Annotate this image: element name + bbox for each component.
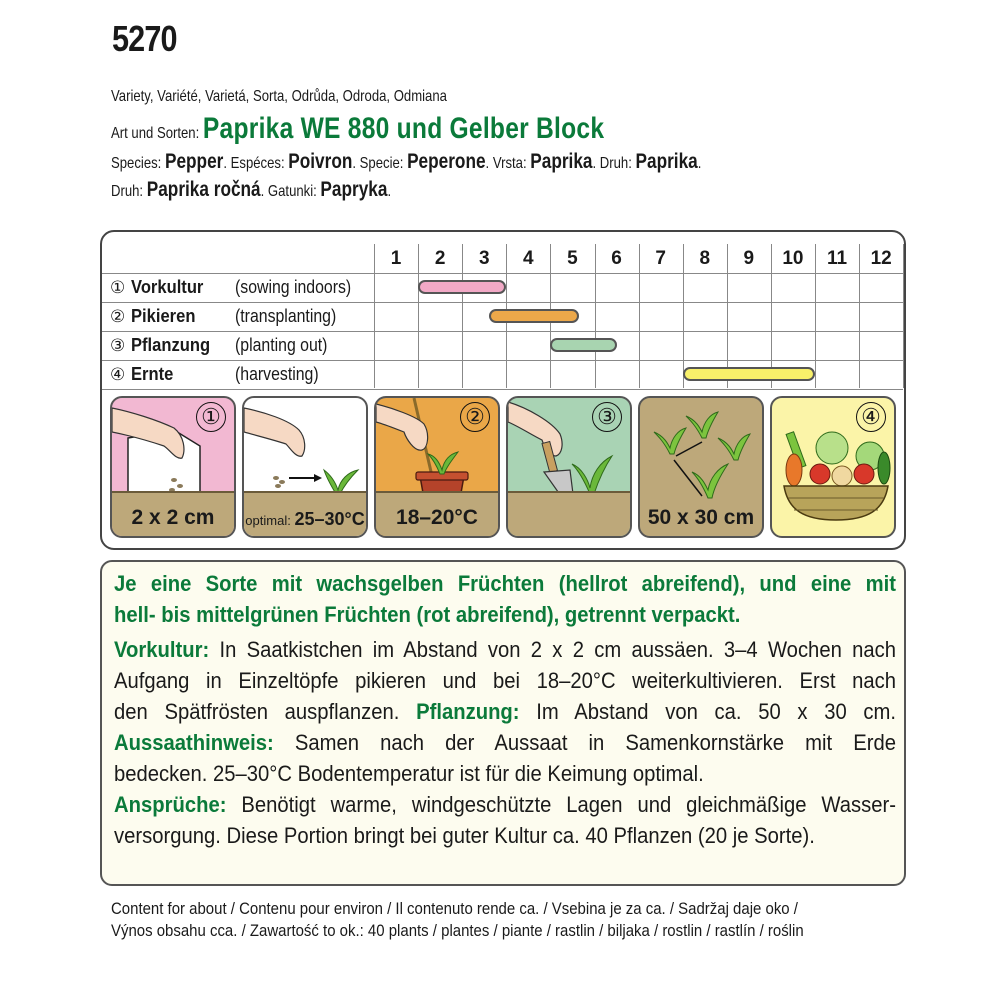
species-value: Paprika — [530, 150, 593, 173]
species-label: Species: — [111, 155, 165, 172]
vorkultur-heading: Vorkultur: — [114, 637, 210, 662]
activity-de: Pikieren — [131, 306, 196, 326]
step-number-badge: ④ — [856, 402, 886, 432]
species-label: . — [387, 183, 392, 200]
month-header: 8 — [699, 248, 711, 269]
sowing-calendar-panel — [100, 230, 906, 550]
grid-line — [102, 389, 903, 390]
variety-line: Variety, Variété, Varietá, Sorta, Odrůda, Odroda, Odmiana — [111, 88, 447, 105]
instruction-line — [114, 789, 896, 820]
calendar-row-label — [110, 360, 330, 389]
footer-line: Výnos obsahu cca. / Zawartość to ok.: 40 plants / plantes / piante / rastlin / biljaka / rostlin / rastlín / roślin — [111, 921, 804, 940]
calendar-row-label — [110, 273, 367, 302]
text: den Spätfrösten auspflanzen. — [114, 699, 417, 724]
product-code: 5270 — [112, 18, 177, 59]
art-label: Art und Sorten: — [111, 125, 203, 142]
tile-label: 50 x 30 cm — [647, 506, 755, 529]
intro-line: Je eine Sorte mit wachsgelben Früchten (hellrot abreifend), und eine mit — [114, 571, 896, 596]
tile-label: 18–20°C — [396, 506, 478, 529]
step-number: ③ — [110, 336, 126, 355]
calendar-bar — [489, 309, 579, 323]
tile-planting-out — [506, 396, 632, 538]
step-number: ④ — [110, 365, 126, 384]
intro-line: hell- bis mittelgrünen Früchten (rot abreifend), getrennt verpackt. — [114, 602, 741, 627]
step-number-badge: ② — [460, 402, 490, 432]
instruction-line — [114, 634, 896, 665]
tile-sowing — [110, 396, 236, 538]
step-number-badge: ③ — [592, 402, 622, 432]
month-header: 4 — [523, 248, 534, 269]
species-value: Paprika ročná — [146, 178, 261, 201]
month-header: 7 — [655, 248, 666, 269]
month-header: 2 — [434, 248, 446, 269]
activity-de: Ernte — [131, 364, 174, 384]
calendar-row-label — [110, 331, 340, 360]
calendar-bar — [550, 338, 616, 352]
activity-de: Pflanzung — [131, 335, 211, 355]
species-value: Papryka — [320, 178, 388, 201]
tile-germination — [242, 396, 368, 538]
month-header: 12 — [870, 248, 892, 269]
activity-en: (planting out) — [235, 335, 328, 355]
tile-label — [244, 509, 366, 530]
species-label: . — [697, 155, 702, 172]
month-header: 11 — [827, 248, 848, 269]
soil — [508, 491, 630, 536]
species-label: . Vrsta: — [485, 155, 531, 172]
calendar-bar — [683, 367, 815, 381]
step-number-badge: ① — [196, 402, 226, 432]
species-label: . Espéces: — [223, 155, 289, 172]
step-number: ① — [110, 278, 126, 297]
species-label: . Specie: — [352, 155, 408, 172]
species-label: Druh: — [111, 183, 147, 200]
temperature-value: 25–30°C — [294, 509, 365, 529]
text: In Saatkistchen im Abstand von 2 x 2 cm aussäen. 3–4 Wochen nach — [209, 637, 896, 662]
step-number: ② — [110, 307, 126, 326]
ansprueche-heading: Ansprüche: — [114, 792, 227, 817]
tile-harvest — [770, 396, 896, 538]
title-line — [111, 112, 604, 146]
species-value: Paprika — [635, 150, 698, 173]
tile-transplanting — [374, 396, 500, 538]
tile-label: 2 x 2 cm — [131, 506, 215, 529]
pflanzung-heading: Pflanzung: — [416, 699, 520, 724]
species-value: Peperone — [407, 150, 486, 173]
calendar-bar — [418, 280, 506, 294]
activity-en: (sowing indoors) — [235, 277, 352, 297]
month-header: 3 — [478, 248, 490, 269]
tile-spacing — [638, 396, 764, 538]
footer-line: Content for about / Contenu pour environ / Il contenuto rende ca. / Vsebina je za ca. / Sadržaj daje oko / — [111, 899, 798, 918]
month-header: 9 — [743, 248, 755, 269]
month-header: 6 — [611, 248, 622, 269]
instruction-line — [114, 727, 896, 758]
instruction-line: Aufgang in Einzeltöpfe pikieren und bei 18–20°C weiterkultivieren. Erst nach — [114, 668, 896, 693]
grid-line — [903, 244, 904, 388]
activity-de: Vorkultur — [131, 277, 204, 297]
instruction-line: bedecken. 25–30°C Bodentemperatur ist für die Keimung optimal. — [114, 761, 704, 786]
month-header: 1 — [390, 248, 402, 269]
text: Im Abstand von ca. 50 x 30 cm. — [519, 699, 896, 724]
activity-en: (harvesting) — [235, 364, 319, 384]
product-title: Paprika WE 880 und Gelber Block — [202, 112, 605, 145]
growing-instructions-panel — [100, 560, 906, 886]
species-label: . Gatunki: — [260, 183, 321, 200]
month-header: 5 — [567, 248, 578, 269]
species-value: Pepper — [164, 150, 224, 173]
text: Samen nach der Aussaat in Samenkornstärke mit Erde — [273, 730, 896, 755]
month-header: 10 — [782, 248, 804, 269]
content-footer — [111, 898, 804, 942]
instruction-line — [114, 696, 896, 727]
species-line-1 — [111, 150, 701, 174]
activity-en: (transplanting) — [235, 306, 337, 326]
instructions-text — [114, 634, 896, 851]
instruction-line: versorgung. Diese Portion bringt bei guter Kultur ca. 40 Pflanzen (20 je Sorte). — [114, 823, 815, 848]
calendar-grid — [374, 244, 904, 388]
aussaathinweis-heading: Aussaathinweis: — [114, 730, 274, 755]
calendar-row-label — [110, 302, 350, 331]
species-label: . Druh: — [592, 155, 636, 172]
variety-description — [114, 568, 896, 630]
optimal-label: optimal: — [245, 513, 295, 528]
text: Benötigt warme, windgeschützte Lagen und gleichmäßige Wasser- — [226, 792, 897, 817]
species-line-2 — [111, 178, 391, 202]
species-value: Poivron — [288, 150, 353, 173]
